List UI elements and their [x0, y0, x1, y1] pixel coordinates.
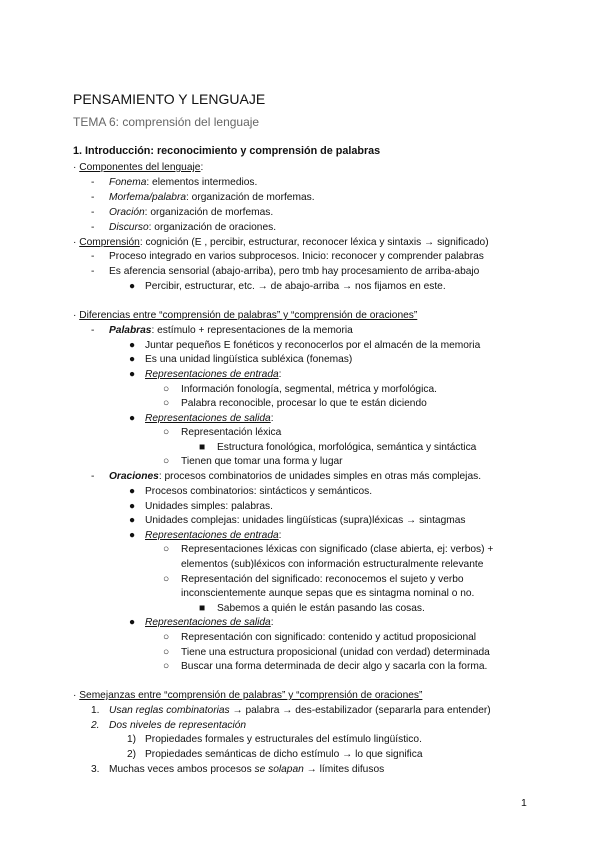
- list-item: Fonema: elementos intermedios.: [109, 177, 258, 188]
- list-item: inconscientemente aunque sepas que es sintagma nominal o no.: [181, 588, 475, 599]
- list-item: Juntar pequeños E fonéticos y reconocerlos por el almacén de la memoria: [145, 340, 481, 351]
- bullet-marker: ●: [129, 486, 136, 497]
- diferencias-heading: · Diferencias entre “comprensión de palabras” y “comprensión de oraciones”: [73, 310, 418, 321]
- list-item: Es una unidad lingüística subléxica (fonemas): [145, 354, 353, 365]
- list-item: Buscar una forma determinada de decir algo y sacarla con la forma.: [181, 661, 488, 672]
- list-item: Representación del significado: reconocemos el sujeto y verbo: [181, 574, 464, 585]
- bullet-marker: ●: [129, 501, 136, 512]
- dash-marker: -: [91, 192, 95, 203]
- list-item: Unidades simples: palabras.: [145, 501, 273, 512]
- bullet-marker: ●: [129, 340, 136, 351]
- list-item: Usan reglas combinatorias → palabra → des-estabilizador (separarla para entender): [109, 705, 491, 716]
- bullet-marker: ●: [129, 354, 136, 365]
- section-heading: 1. Introducción: reconocimiento y comprensión de palabras: [73, 145, 381, 157]
- bullet-marker: ●: [129, 369, 136, 380]
- square-marker: ■: [199, 603, 206, 614]
- list-item: Representaciones de salida:: [145, 617, 274, 628]
- list-item: Tienen que tomar una forma y lugar: [181, 456, 343, 467]
- circle-marker: ○: [163, 398, 170, 409]
- list-item: Procesos combinatorios: sintácticos y semánticos.: [145, 486, 373, 497]
- number-marker: 1): [127, 734, 137, 745]
- circle-marker: ○: [163, 384, 170, 395]
- list-item: Tiene una estructura proposicional (unidad con verdad) determinada: [181, 647, 490, 658]
- list-item: Representaciones de entrada:: [145, 369, 282, 380]
- list-item: Dos niveles de representación: [109, 720, 247, 731]
- dash-marker: -: [91, 207, 95, 218]
- list-item: Representaciones de salida:: [145, 413, 274, 424]
- list-item: Unidades complejas: unidades lingüísticas (supra)léxicas → sintagmas: [145, 515, 466, 526]
- dash-marker: -: [91, 325, 95, 336]
- list-item: Morfema/palabra: organización de morfemas.: [109, 192, 315, 203]
- list-item: Muchas veces ambos procesos se solapan → límites difusos: [109, 764, 385, 775]
- list-item: Propiedades formales y estructurales del estímulo lingüístico.: [145, 734, 422, 745]
- page-number: 1: [521, 797, 527, 809]
- oraciones-line: Oraciones: procesos combinatorios de unidades simples en otras más complejas.: [109, 471, 482, 482]
- list-item: Oración: organización de morfemas.: [109, 207, 274, 218]
- list-item: Propiedades semánticas de dicho estímulo → lo que significa: [145, 749, 423, 760]
- number-marker: 2.: [91, 720, 100, 731]
- list-item: Percibir, estructurar, etc. → de abajo-arriba → nos fijamos en este.: [145, 281, 446, 292]
- number-marker: 2): [127, 749, 137, 760]
- semejanzas-heading: · Semejanzas entre “comprensión de palabras” y “comprensión de oraciones”: [73, 690, 423, 701]
- document-title: PENSAMIENTO Y LENGUAJE: [73, 91, 266, 107]
- circle-marker: ○: [163, 427, 170, 438]
- bullet-marker: ●: [129, 515, 136, 526]
- list-item: Representación con significado: contenido y actitud proposicional: [181, 632, 477, 643]
- circle-marker: ○: [163, 574, 170, 585]
- comprension-line: · Comprensión: cognición (E , percibir, estructurar, reconocer léxica y sintaxis → significado): [73, 237, 489, 248]
- circle-marker: ○: [163, 456, 170, 467]
- circle-marker: ○: [163, 647, 170, 658]
- circle-marker: ○: [163, 661, 170, 672]
- dash-marker: -: [91, 471, 95, 482]
- list-item: elementos (sub)léxicos con información estructuralmente relevante: [181, 559, 484, 570]
- list-item: Representación léxica: [181, 427, 282, 438]
- dash-marker: -: [91, 177, 95, 188]
- bullet-marker: ●: [129, 530, 136, 541]
- list-item: Proceso integrado en varios subprocesos. Inicio: reconocer y comprender palabras: [109, 251, 484, 262]
- list-item: Información fonología, segmental, métrica y morfológica.: [181, 384, 437, 395]
- square-marker: ■: [199, 442, 206, 453]
- circle-marker: ○: [163, 544, 170, 555]
- list-item: Estructura fonológica, morfológica, semántica y sintáctica: [217, 442, 477, 453]
- bullet-marker: ●: [129, 281, 136, 292]
- number-marker: 3.: [91, 764, 100, 775]
- dash-marker: -: [91, 251, 95, 262]
- palabras-line: Palabras: estímulo + representaciones de la memoria: [109, 325, 353, 336]
- document-subtitle: TEMA 6: comprensión del lenguaje: [73, 115, 260, 129]
- list-item: Representaciones de entrada:: [145, 530, 282, 541]
- dash-marker: -: [91, 266, 95, 277]
- list-item: Palabra reconocible, procesar lo que te están diciendo: [181, 398, 427, 409]
- components-heading: · Componentes del lenguaje:: [73, 162, 204, 173]
- bullet-marker: ●: [129, 413, 136, 424]
- list-item: Es aferencia sensorial (abajo-arriba), pero tmb hay procesamiento de arriba-abajo: [109, 266, 480, 277]
- circle-marker: ○: [163, 632, 170, 643]
- list-item: Sabemos a quién le están pasando las cosas.: [217, 603, 425, 614]
- list-item: Discurso: organización de oraciones.: [109, 222, 277, 233]
- list-item: Representaciones léxicas con significado (clase abierta, ej: verbos) +: [181, 544, 494, 555]
- bullet-marker: ●: [129, 617, 136, 628]
- dash-marker: -: [91, 222, 95, 233]
- number-marker: 1.: [91, 705, 100, 716]
